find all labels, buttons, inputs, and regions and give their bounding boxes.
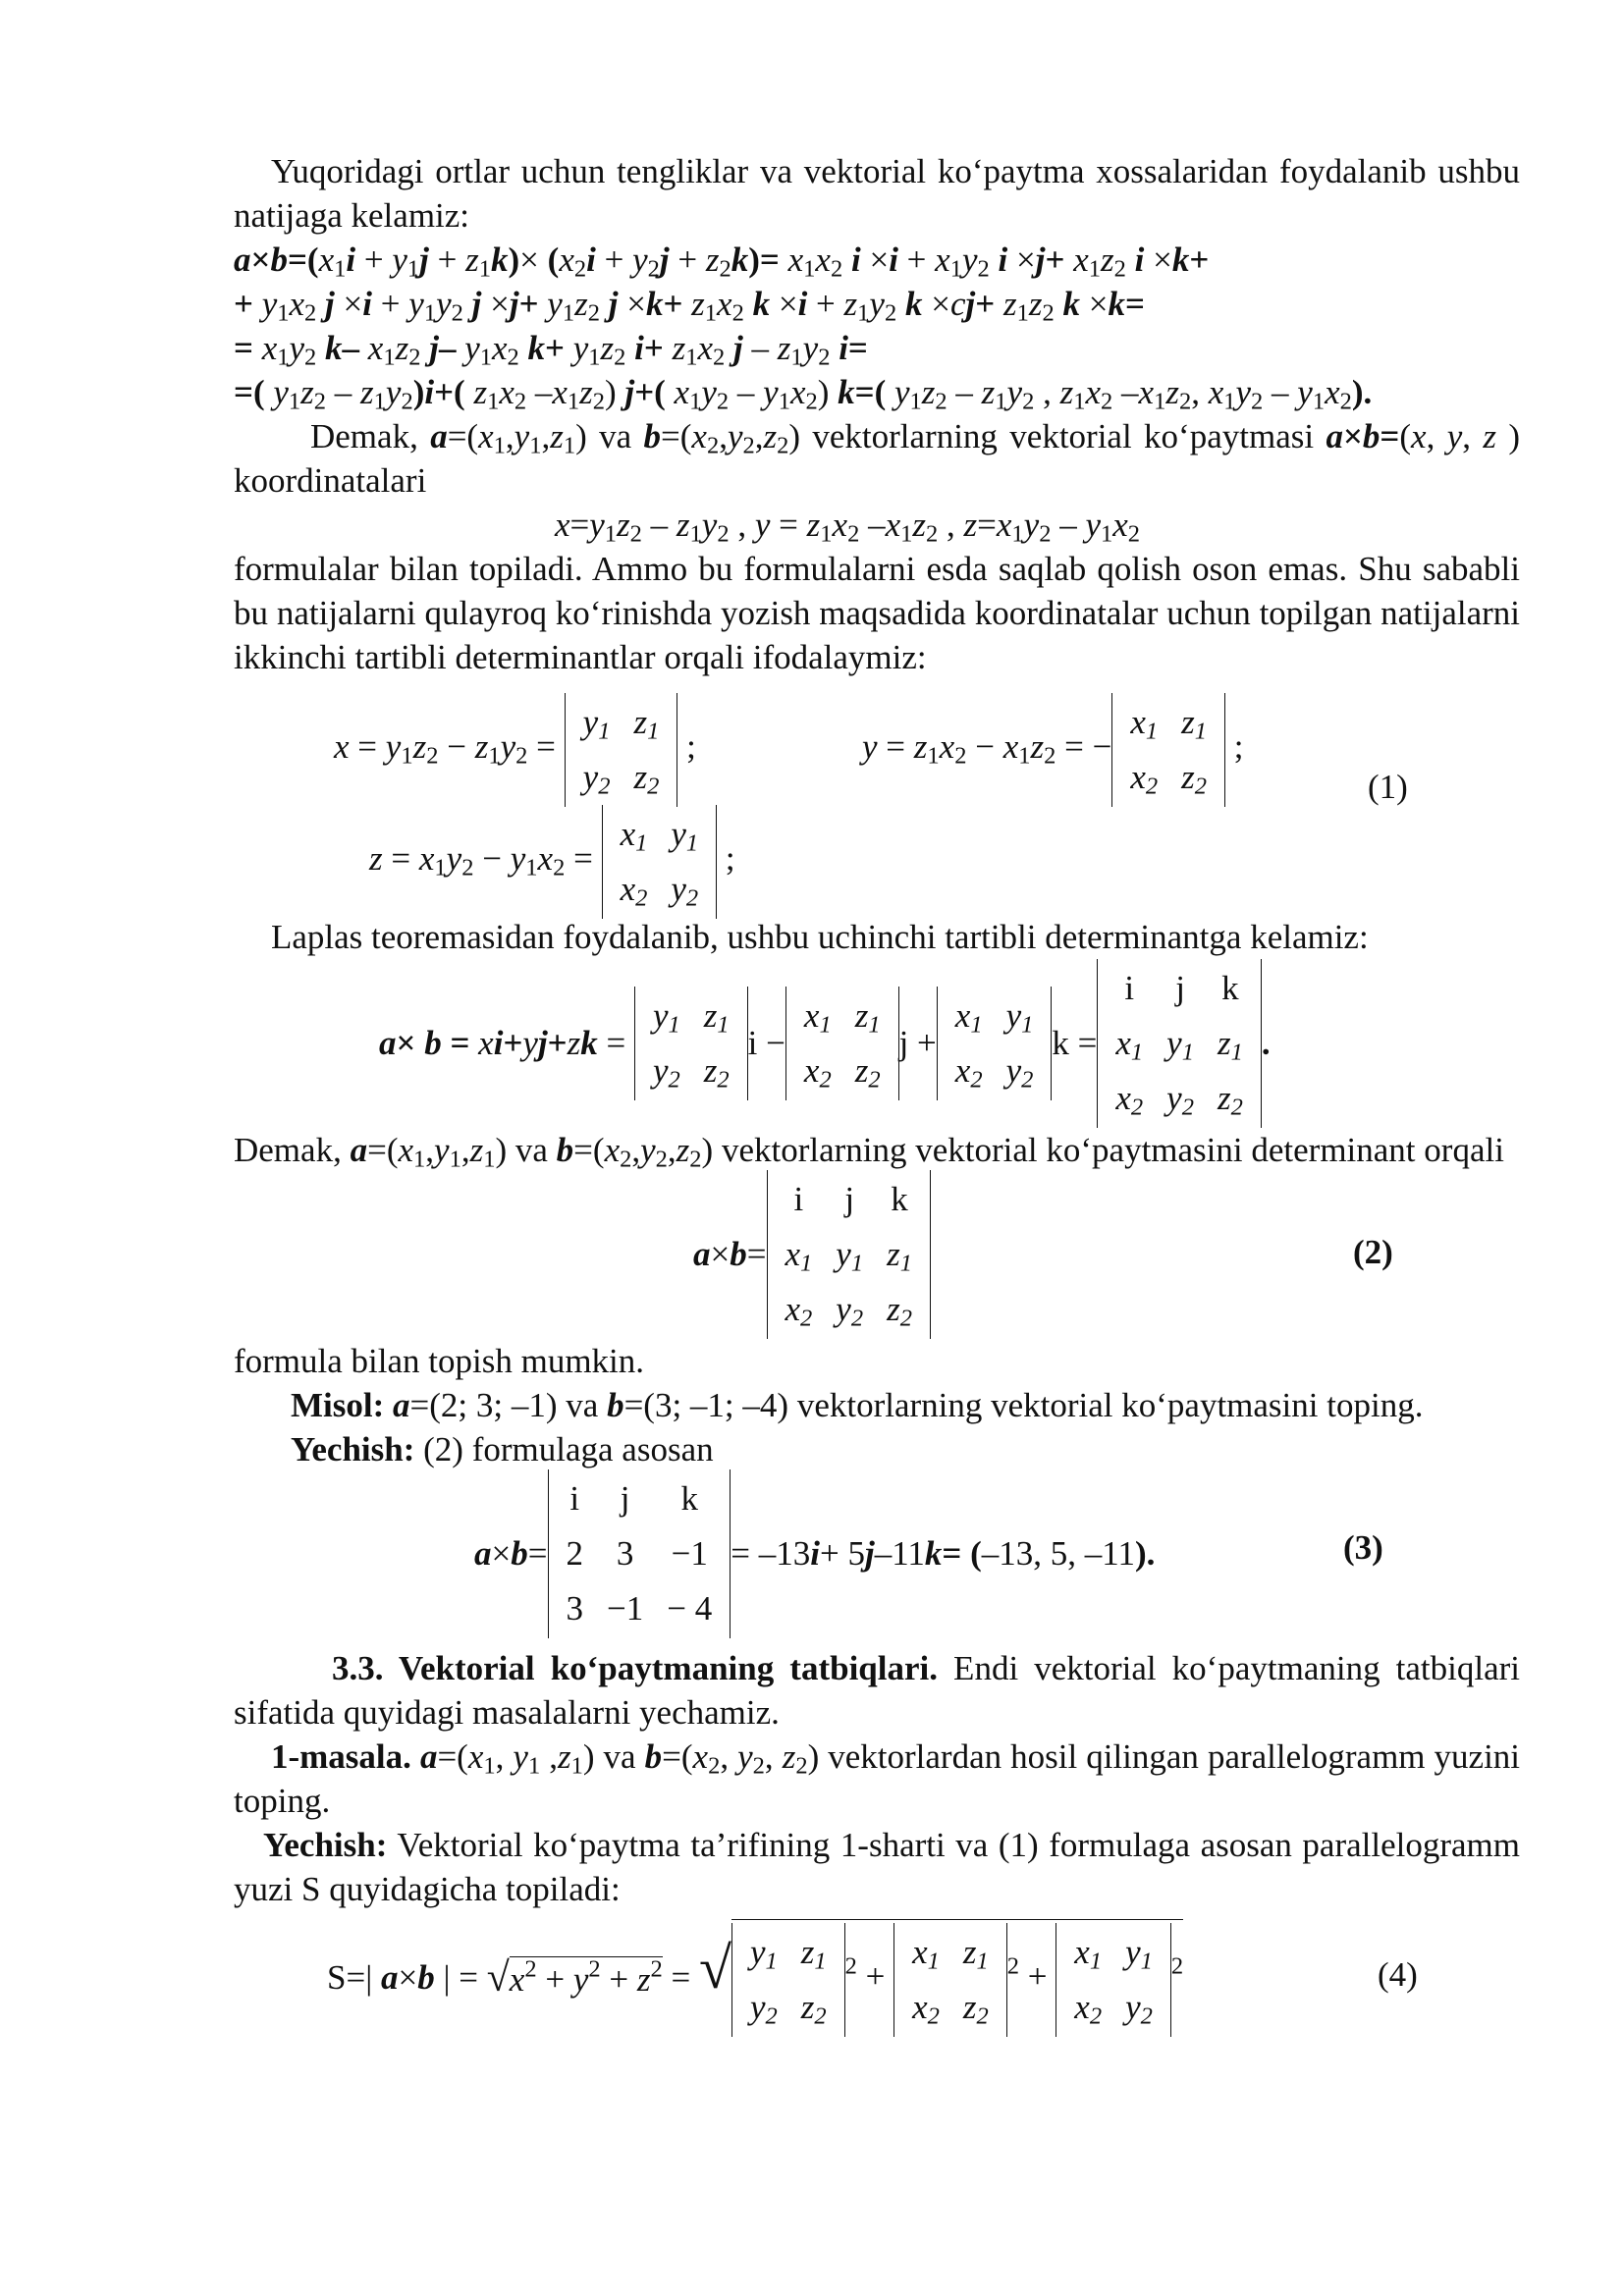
equation-3-block — [234, 1471, 1520, 1646]
det-s-xy: $x_1$ $y_1$ $x_2$ $y_2$ — [1056, 1923, 1171, 2037]
yechish-1-label: Yechish: — [291, 1430, 415, 1468]
derivation-line-2: + $y_1x_2$ $j \times i + y_1y_2$ $j \times j+ y_1z_2$ $j \times k+ z_1x_2$ $k \times i + z_1y_2$ $k \times cj+ z_1z_2$ k ×k= — [234, 285, 1145, 327]
equation-2-block — [234, 1172, 1520, 1339]
paragraph-section-3-3: 3.3. Vektorial ko‘paytmaning tatbiqlari. Endi vektorial ko‘paytmaning tatbiqlari sifatida quyidagi masalalarni yechamiz. — [234, 1649, 1520, 1732]
paragraph-demak-2: Demak, $a=(x_1,y_1,z_1)$ va $b=(x_2,y_2,z_2)$ vektorlarning vektorial ko‘paytmasini determinant orqali — [234, 1131, 1504, 1173]
equation-3-formula: a×b= i j k 2 3 −1 3 −1 − 4 = –13i+ 5j–11k= (–13, 5, –11). — [474, 1469, 1155, 1638]
yechish-2-label: Yechish: — [263, 1826, 388, 1864]
equation-2-number: (2) — [1353, 1233, 1393, 1271]
paragraph-masala-1: 1-masala. $a=(x_1$, $y_1$ $,z_1$) va $b=(x_2$, $y_2$, $z_2$) vektorlardan hosil qilingan parallelogramm yuzini toping. — [234, 1737, 1521, 1820]
laplace-expansion-block — [234, 959, 1520, 1126]
determinant-misol: i j k 2 3 −1 3 −1 − 4 — [548, 1469, 731, 1638]
paragraph-formulalar: formulalar bilan topiladi. Ammo bu formulalarni esda saqlab qolish oson emas. Shu sababli bu natijalarni qulayroq ko‘rinishda yozish maqsadida koordinatalar uchun topilgan natijalarni ikkinchi tartibli determinantlar orqali ifodalaymiz: — [234, 550, 1520, 676]
paragraph-intro: Yuqoridagi ortlar uchun tengliklar va vektorial ko‘paytma xossalaridan foydalanib ushbu natijaga kelamiz: — [234, 152, 1520, 235]
determinant-3x3-general: i j k $x_1$ $y_1$ $z_1$ $x_2$ $y_2$ $z_2$ — [1097, 959, 1261, 1128]
derivation-block — [234, 238, 1520, 414]
equation-4-block — [234, 1911, 1520, 2039]
eq1-y-formula: $y = z_1x_2 - x_1z_2$ = − $x_1$ $z_1$ $x_2$ $z_2$ ; — [862, 693, 1244, 807]
eq1-x-formula: $x = y_1z_2 - z_1y_2$ = $y_1$ $z_1$ $y_2$ $z_2$ ; — [334, 693, 696, 807]
equation-1-block — [234, 679, 1520, 915]
determinant-y: $x_1$ $z_1$ $x_2$ $z_2$ — [1111, 693, 1225, 807]
derivation-line-3: = $x_1y_2$ k– $x_1z_2$ j– $y_1x_2$ $k+ y_1z_2$ $i+ z_1x_2$ j – $z_1y_2$ i= — [234, 329, 868, 371]
sqrt-xyz: $√x^2 + y^2 + z^2$ — [486, 1955, 663, 2001]
coordinate-formulas: $x=y_1z_2 - z_1y_2$ , $y = z_1x_2$ $-x_1z_2$ , $z=x_1y_2 - y_1x_2$ — [554, 506, 1141, 548]
equation-1-number: (1) — [1368, 768, 1408, 806]
sqrt-determinants: √ $y_1$ $z_1$ $y_2$ $z_2$ $^2$ + $x_1$ $z_1$ $x_2$ $z_2$ $^2$ + $x_1$ $y_1$ $x_2$ $y_2$ $^2$ — [699, 1919, 1183, 2037]
paragraph-formula-bilan: formula bilan topish mumkin. — [234, 1342, 645, 1380]
section-title: 3.3. Vektorial ko‘paytmaning tatbiqlari. — [332, 1649, 938, 1687]
minor-xz: $x_1$ $z_1$ $x_2$ $z_2$ — [785, 987, 899, 1100]
paragraph-yechish-1: Yechish: (2) formulaga asosan — [291, 1430, 714, 1468]
derivation-line-4: =( $y_1z_2 - z_1y_2)i+$( $z_1x_2$ $-x_1z_2$) j+( $x_1y_2 - y_1x_2$) k=( $y_1z_2 - z_1y_2$ , $z_1x_2$ $-x_1z_2$, $x_1y_2 - y_1x_2$). — [234, 373, 1373, 415]
eq1-z-formula: $z = x_1y_2 - y_1x_2$ = $x_1$ $y_1$ $x_2$ $y_2$ ; — [369, 805, 735, 919]
determinant-3x3-eq2: i j k $x_1$ $y_1$ $z_1$ $x_2$ $y_2$ $z_2$ — [767, 1170, 931, 1339]
minor-yz: $y_1$ $z_1$ $y_2$ $z_2$ — [634, 987, 748, 1100]
paragraph-demak-1: Demak, $a=(x_1,y_1,z_1)$ va $b=(x_2,y_2,z_2)$ vektorlarning vektorial ko‘paytmasi a×b=(x, y, z ) koordinatalari — [234, 417, 1521, 500]
minor-xy: $x_1$ $y_1$ $x_2$ $y_2$ — [937, 987, 1053, 1100]
equation-2-formula: a×b= i j k $x_1$ $y_1$ $z_1$ $x_2$ $y_2$ $z_2$ — [693, 1170, 931, 1339]
equation-4-formula: S=| a×b | = $√x^2 + y^2 + z^2$ = √ $y_1$ $z_1$ $y_2$ $z_2$ $^2$ + $x_1$ $z_1$ $x_2$ $z_2$ $^2$ + $x_1$ $y_1$ $x_2$ $y_2$ $^2$ — [327, 1919, 1183, 2037]
det-s-xz: $x_1$ $z_1$ $x_2$ $z_2$ — [893, 1923, 1007, 2037]
misol-label: Misol: — [291, 1386, 385, 1424]
masala-1-label: 1-masala. — [271, 1737, 411, 1776]
equation-4-number: (4) — [1378, 1955, 1418, 1994]
paragraph-misol: Misol: a=(2; 3; –1) va b=(3; –1; –4) vektorlarning vektorial ko‘paytmasini toping. — [291, 1386, 1424, 1424]
document-page — [234, 149, 1520, 2039]
derivation-line-1: $a\times b=(x_1i + y_1j + z_1k)\times (x_2i + y_2j + z_2k)= x_1x_2$ $i \times i + x_1y_2$ $i \times j+ x_1z_2$ i ×k+ — [234, 240, 1210, 283]
det-s-yz: $y_1$ $z_1$ $y_2$ $z_2$ — [731, 1923, 845, 2037]
paragraph-yechish-2: Yechish: Vektorial ko‘paytma ta’rifining 1-sharti va (1) formulaga asosan parallelogramm yuzi S quyidagicha topiladi: — [234, 1826, 1520, 1908]
equation-3-number: (3) — [1343, 1528, 1383, 1567]
determinant-x: $y_1$ $z_1$ $y_2$ $z_2$ — [565, 693, 678, 807]
determinant-z: $x_1$ $y_1$ $x_2$ $y_2$ — [602, 805, 718, 919]
laplace-expansion-formula: a× b = xi+yj+zk = $y_1$ $z_1$ $y_2$ $z_2$ i − $x_1$ $z_1$ $x_2$ $z_2$ j + $x_1$ $y_1$ $x_2$ $y_2$ k = i j k $x_1$ $y_1$ $z_1$ $x_2$ $y_2$ $z_2$ . — [379, 959, 1271, 1128]
paragraph-laplas: Laplas teoremasidan foydalanib, ushbu uchinchi tartibli determinantga kelamiz: — [271, 918, 1369, 956]
